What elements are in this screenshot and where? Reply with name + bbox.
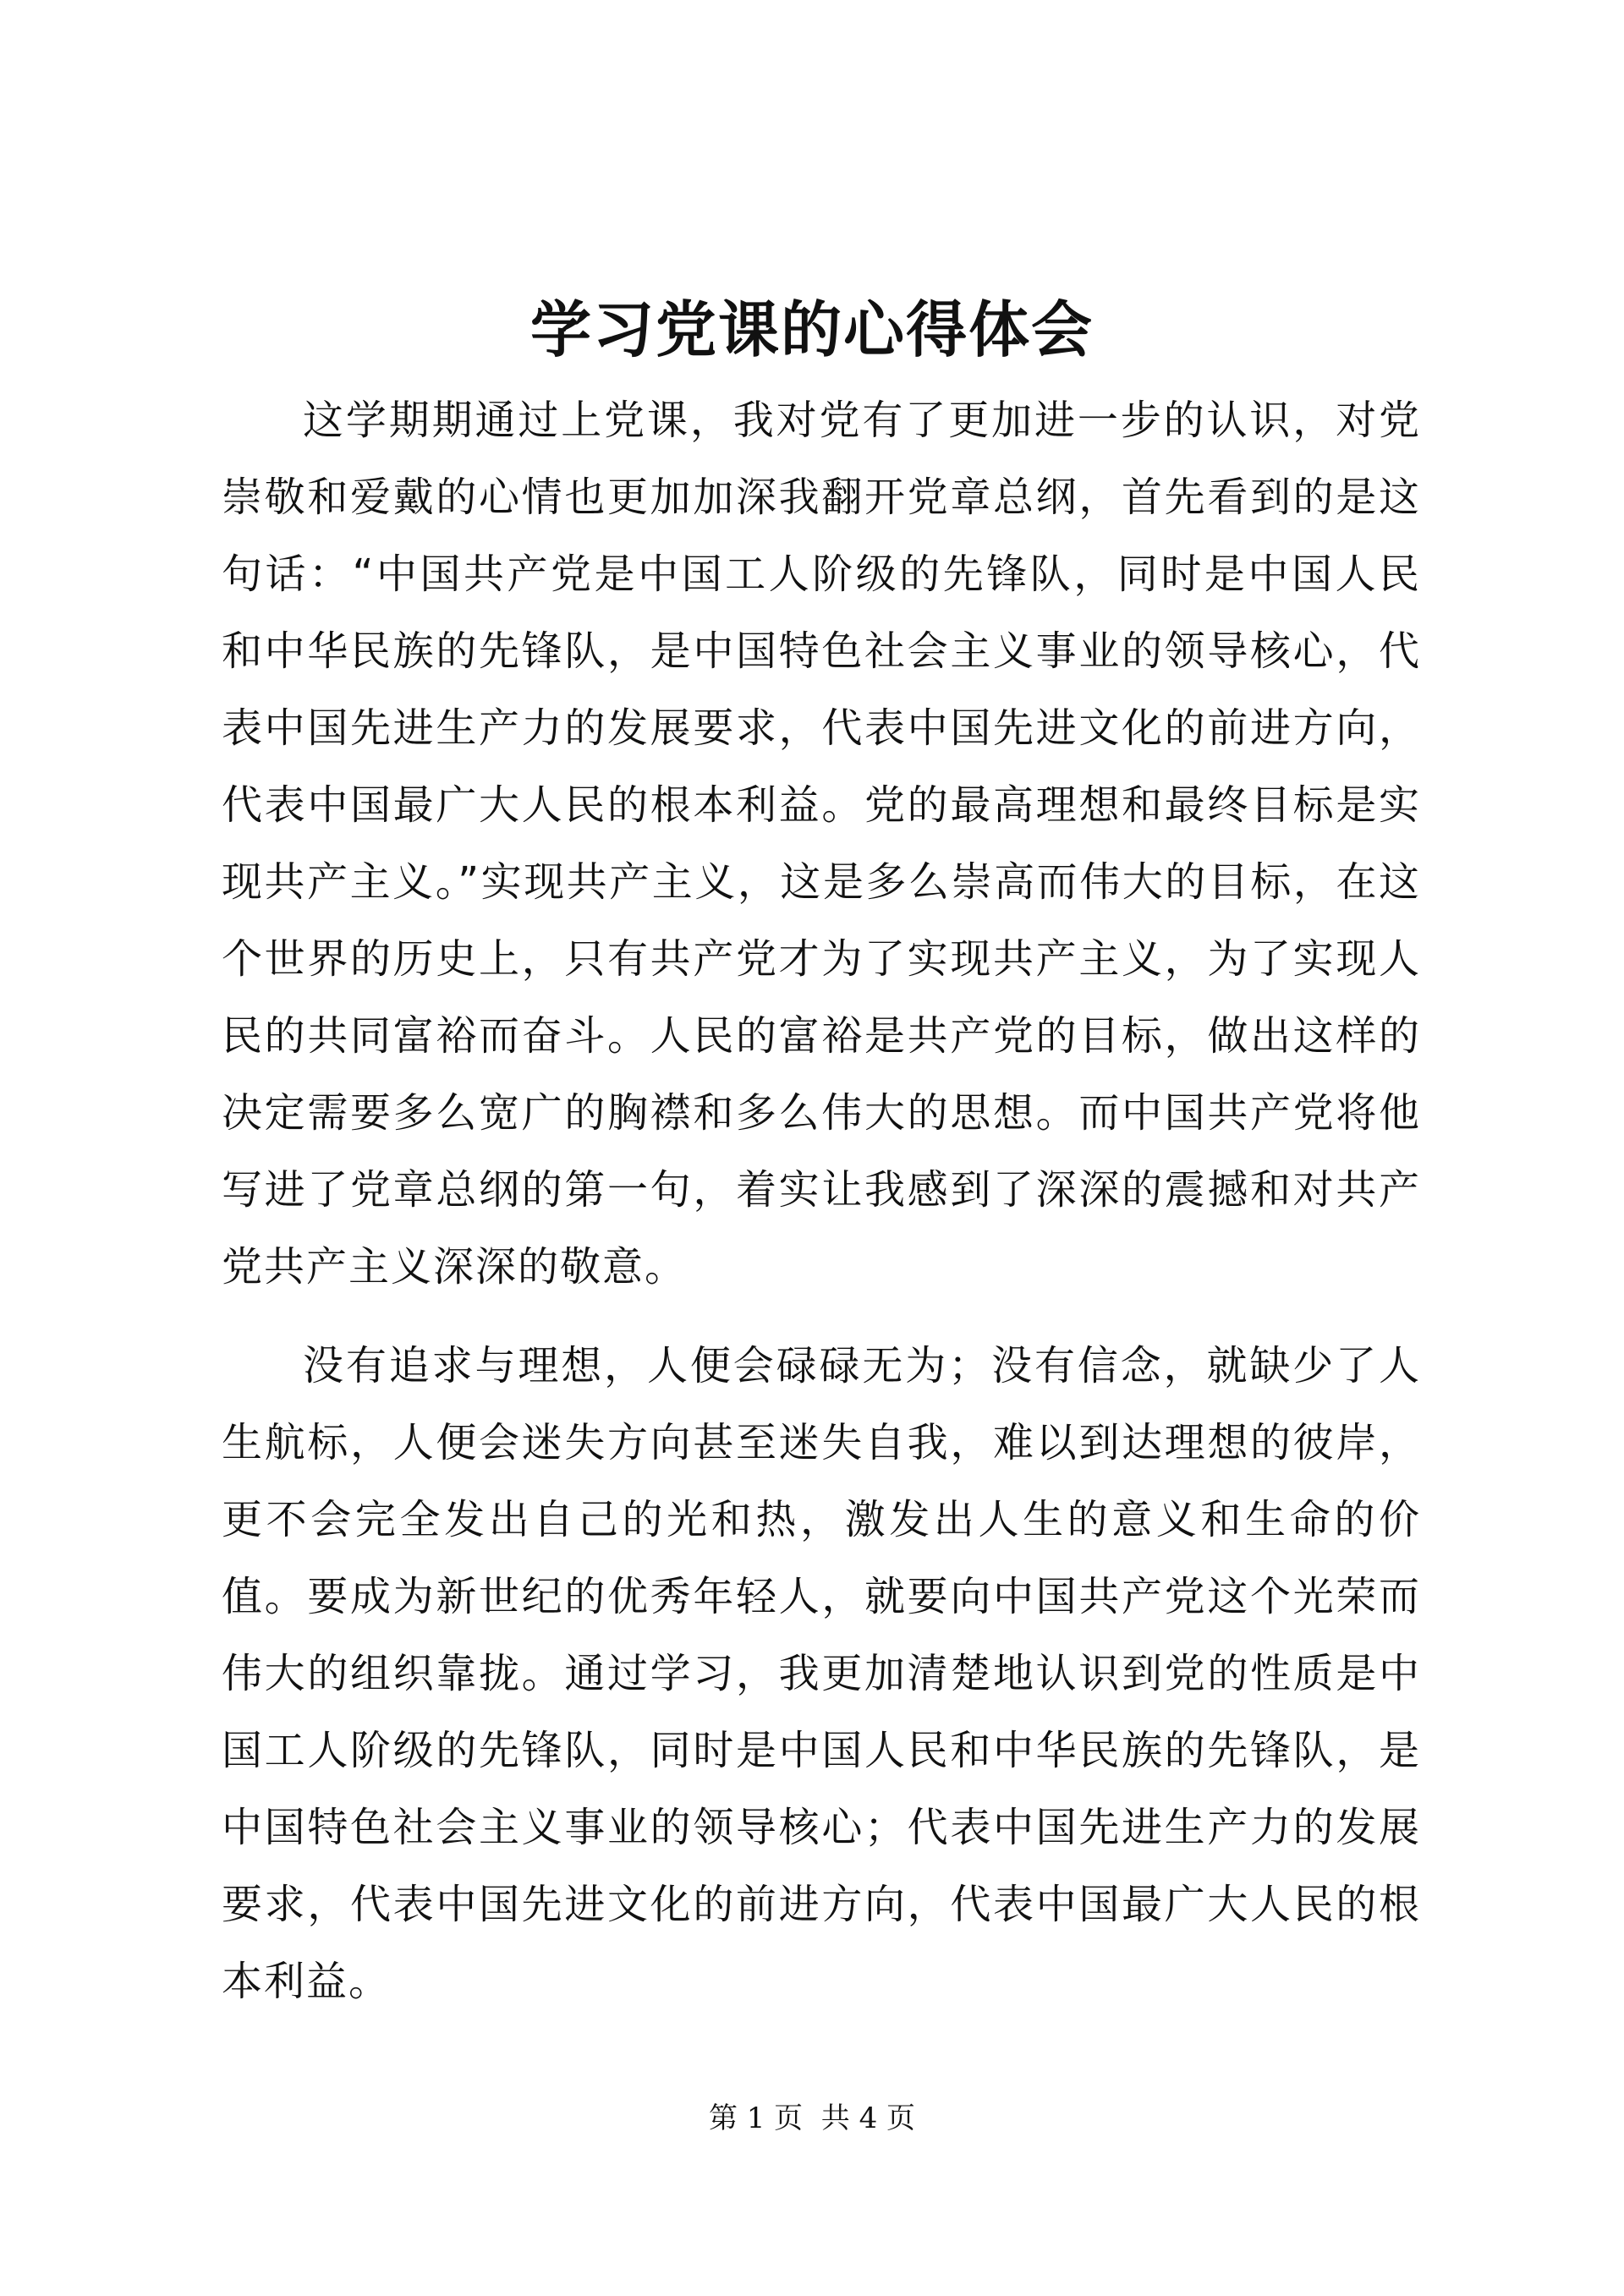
document-title: 学习党课的心得体会: [529, 293, 1094, 365]
page-number: 第 1 页 共 4 页: [708, 2101, 916, 2135]
document-body: [222, 382, 1421, 2020]
paragraph-2: 没有追求与理想，人便会碌碌无为；没有信念，就缺少了人生航标，人便会迷失方向甚至迷失自我，难以到达理想的彼岸，更不会完全发出自己的光和热，激发出人生的意义和生命的价值。要成为新世纪的优秀年轻人，就要向中国共产党这个光荣而伟大的组织靠拢。通过学习，我更加清楚地认识到党的性质是中国工人阶级的先锋队，同时是中国人民和中华民族的先锋队，是中国特色社会主义事业的领导核心；代表中国先进生产力的发展要求，代表中国先进文化的前进方向，代表中国最广大人民的根本利益。: [222, 1342, 1421, 2005]
paragraph-1: 这学期期通过上党课，我对党有了更加进一步的认识，对党崇敬和爱戴的心情也更加加深我翻开党章总纲，首先看到的是这句话：“中国共产党是中国工人阶级的先锋队，同时是中国人民和中华民族的先锋队，是中国特色社会主义事业的领导核心，代表中国先进生产力的发展要求，代表中国先进文化的前进方向，代表中国最广大人民的根本利益。党的最高理想和最终目标是实现共产主义。”实现共产主义，这是多么崇高而伟大的目标，在这个世界的历史上，只有共产党才为了实现共产主义，为了实现人民的共同富裕而奋斗。人民的富裕是共产党的目标，做出这样的决定需要多么宽广的胸襟和多么伟大的思想。而中国共产党将他写进了党章总纲的第一句，着实让我感到了深深的震撼和对共产党共产主义深深的敬意。: [222, 397, 1421, 1290]
page-footer: [0, 2097, 1624, 2140]
